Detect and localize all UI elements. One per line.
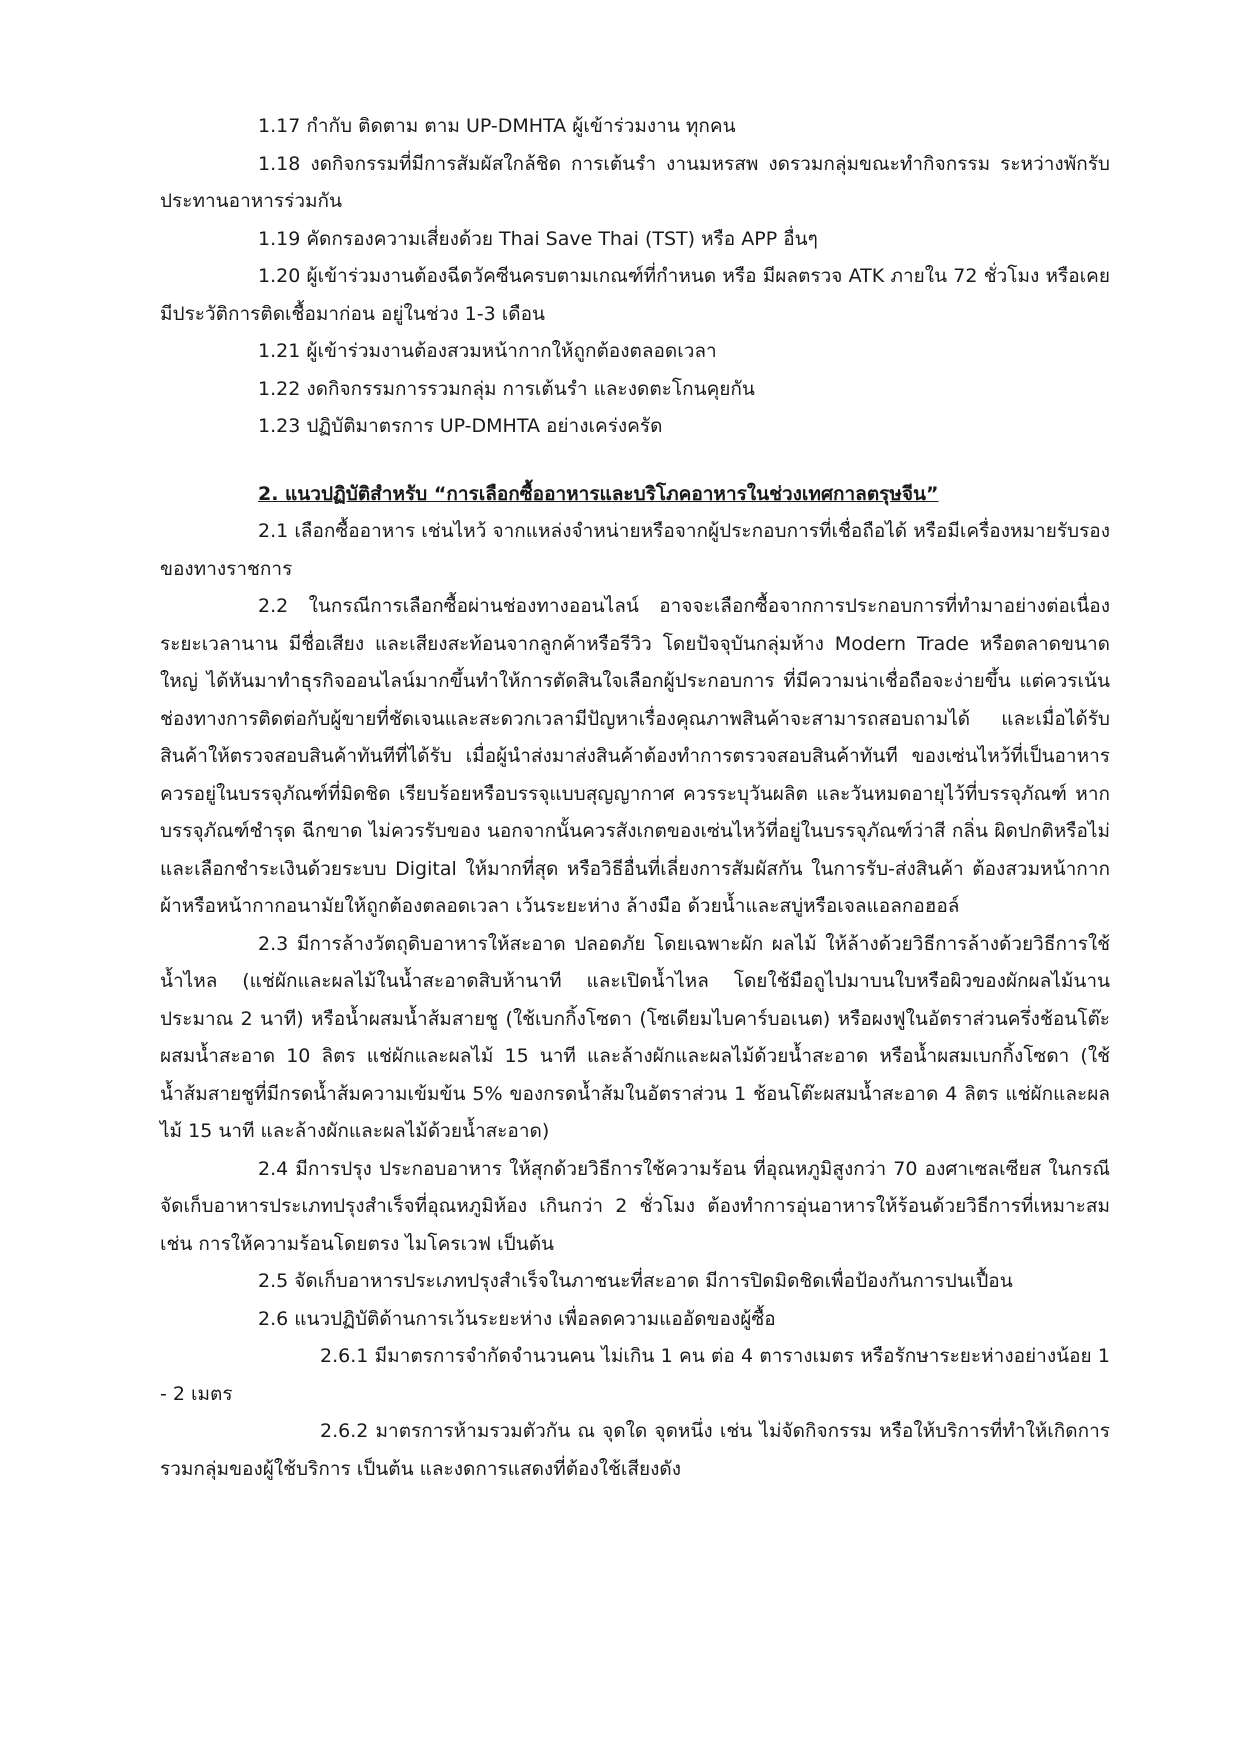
item-1-19: 1.19 คัดกรองความเสี่ยงด้วย Thai Save Thai (TST) หรือ APP อื่นๆ	[258, 227, 818, 250]
paragraph-2-6-2: 2.6.2 มาตรการห้ามรวมตัวกัน ณ จุดใด จุดหนึ่ง เช่น ไม่จัดกิจกรรม หรือให้บริการที่ทำให้เกิดการรวมกลุ่มของผู้ใช้บริการ เป็นต้น และงดการแสดงที่ต้องใช้เสียงดัง	[160, 1420, 1110, 1480]
item-1-23: 1.23 ปฏิบัติมาตรการ UP-DMHTA อย่างเคร่งครัด	[258, 415, 663, 437]
section-spacer	[160, 446, 1110, 476]
document-body	[160, 108, 1110, 1488]
item-1-21: 1.21 ผู้เข้าร่วมงานต้องสวมหน้ากากให้ถูกต้องตลอดเวลา	[258, 340, 717, 362]
item-1-18: 1.18 งดกิจกรรมที่มีการสัมผัสใกล้ชิด การเต้นรำ งานมหรสพ งดรวมกลุ่มขณะทำกิจกรรม ระหว่างพักรับประทานอาหารร่วมกัน	[160, 152, 1110, 212]
paragraph-2-1: 2.1 เลือกซื้ออาหาร เช่นไหว้ จากแหล่งจำหน่ายหรือจากผู้ประกอบการที่เชื่อถือได้ หรือมีเครื่องหมายรับรองของทางราชการ	[160, 520, 1110, 580]
paragraph-2-6: 2.6 แนวปฏิบัติด้านการเว้นระยะห่าง เพื่อลดความแออัดของผู้ซื้อ	[258, 1307, 776, 1330]
section-2-heading: 2. แนวปฏิบัติสำหรับ “การเลือกซื้ออาหารและบริโภคอาหารในช่วงเทศกาลตรุษจีน”	[258, 482, 939, 505]
paragraph-2-4: 2.4 มีการปรุง ประกอบอาหาร ให้สุกด้วยวิธีการใช้ความร้อน ที่อุณหภูมิสูงกว่า 70 องศาเซลเซียส ในกรณีจัดเก็บอาหารประเภทปรุงสำเร็จที่อุณหภูมิห้อง เกินกว่า 2 ชั่วโมง ต้องทำการอุ่นอาหารให้ร้อนด้วยวิธีการที่เหมาะสม เช่น การให้ความร้อนโดยตรง ไมโครเวฟ เป็นต้น	[160, 1157, 1110, 1255]
paragraph-2-3: 2.3 มีการล้างวัตถุดิบอาหารให้สะอาด ปลอดภัย โดยเฉพาะผัก ผลไม้ ให้ล้างด้วยวิธีการล้างด้วยวิธีการใช้น้ำไหล (แช่ผักและผลไม้ในน้ำสะอาดสิบห้านาที และเปิดน้ำไหล โดยใช้มือถูไปมาบนใบหรือผิวของผักผลไม้นานประมาณ 2 นาที) หรือน้ำผสมน้ำส้มสายชู (ใช้เบกกิ้งโซดา (โซเดียมไบคาร์บอเนต) หรือผงฟูในอัตราส่วนครึ่งช้อนโต๊ะผสมน้ำสะอาด 10 ลิตร แช่ผักและผลไม้ 15 นาที และล้างผักและผลไม้ด้วยน้ำสะอาด หรือน้ำผสมเบกกิ้งโซดา (ใช้น้ำส้มสายชูที่มีกรดน้ำส้มความเข้มข้น 5% ของกรดน้ำส้มในอัตราส่วน 1 ช้อนโต๊ะผสมน้ำสะอาด 4 ลิตร แช่ผักและผลไม้ 15 นาที และล้างผักและผลไม้ด้วยน้ำสะอาด)	[160, 932, 1110, 1142]
item-1-17: 1.17 กำกับ ติดตาม ตาม UP-DMHTA ผู้เข้าร่วมงาน ทุกคน	[258, 115, 736, 137]
paragraph-2-6-1: 2.6.1 มีมาตรการจำกัดจำนวนคน ไม่เกิน 1 คน ต่อ 4 ตารางเมตร หรือรักษาระยะห่างอย่างน้อย 1 - 2 เมตร	[160, 1345, 1110, 1405]
item-1-20: 1.20 ผู้เข้าร่วมงานต้องฉีดวัคซีนครบตามเกณฑ์ที่กำหนด หรือ มีผลตรวจ ATK ภายใน 72 ชั่วโมง หรือเคยมีประวัติการติดเชื้อมาก่อน อยู่ในช่วง 1-3 เดือน	[160, 265, 1110, 325]
paragraph-2-2: 2.2 ในกรณีการเลือกซื้อผ่านช่องทางออนไลน์ อาจจะเลือกซื้อจากการประกอบการที่ทำมาอย่างต่อเนื่องระยะเวลานาน มีชื่อเสียง และเสียงสะท้อนจากลูกค้าหรือรีวิว โดยปัจจุบันกลุ่มห้าง Modern Trade หรือตลาดขนาดใหญ่ ได้หันมาทำธุรกิจออนไลน์มากขึ้นทำให้การตัดสินใจเลือกผู้ประกอบการ ที่มีความน่าเชื่อถือจะง่ายขึ้น แต่ควรเน้นช่องทางการติดต่อกับผู้ขายที่ชัดเจนและสะดวกเวลามีปัญหาเรื่องคุณภาพสินค้าจะสามารถสอบถามได้ และเมื่อได้รับสินค้าให้ตรวจสอบสินค้าทันทีที่ได้รับ เมื่อผู้นำส่งมาส่งสินค้าต้องทำการตรวจสอบสินค้าทันที ของเซ่นไหว้ที่เป็นอาหารควรอยู่ในบรรจุภัณฑ์ที่มิดชิด เรียบร้อยหรือบรรจุแบบสุญญากาศ ควรระบุวันผลิต และวันหมดอายุไว้ที่บรรจุภัณฑ์ หากบรรจุภัณฑ์ชำรุด ฉีกขาด ไม่ควรรับของ นอกจากนั้นควรสังเกตของเซ่นไหว้ที่อยู่ในบรรจุภัณฑ์ว่าสี กลิ่น ผิดปกติหรือไม่ และเลือกชำระเงินด้วยระบบ Digital ให้มากที่สุด หรือวิธีอื่นที่เลี่ยงการสัมผัสกัน ในการรับ-ส่งสินค้า ต้องสวมหน้ากากผ้าหรือหน้ากากอนามัยให้ถูกต้องตลอดเวลา เว้นระยะห่าง ล้างมือ ด้วยน้ำและสบู่หรือเจลแอลกอฮอล์	[160, 595, 1110, 917]
item-1-22: 1.22 งดกิจกรรมการรวมกลุ่ม การเต้นรำ และงดตะโกนคุยกัน	[258, 377, 755, 400]
paragraph-2-5: 2.5 จัดเก็บอาหารประเภทปรุงสำเร็จในภาชนะที่สะอาด มีการปิดมิดชิดเพื่อป้องกันการปนเปื้อน	[258, 1270, 1013, 1292]
